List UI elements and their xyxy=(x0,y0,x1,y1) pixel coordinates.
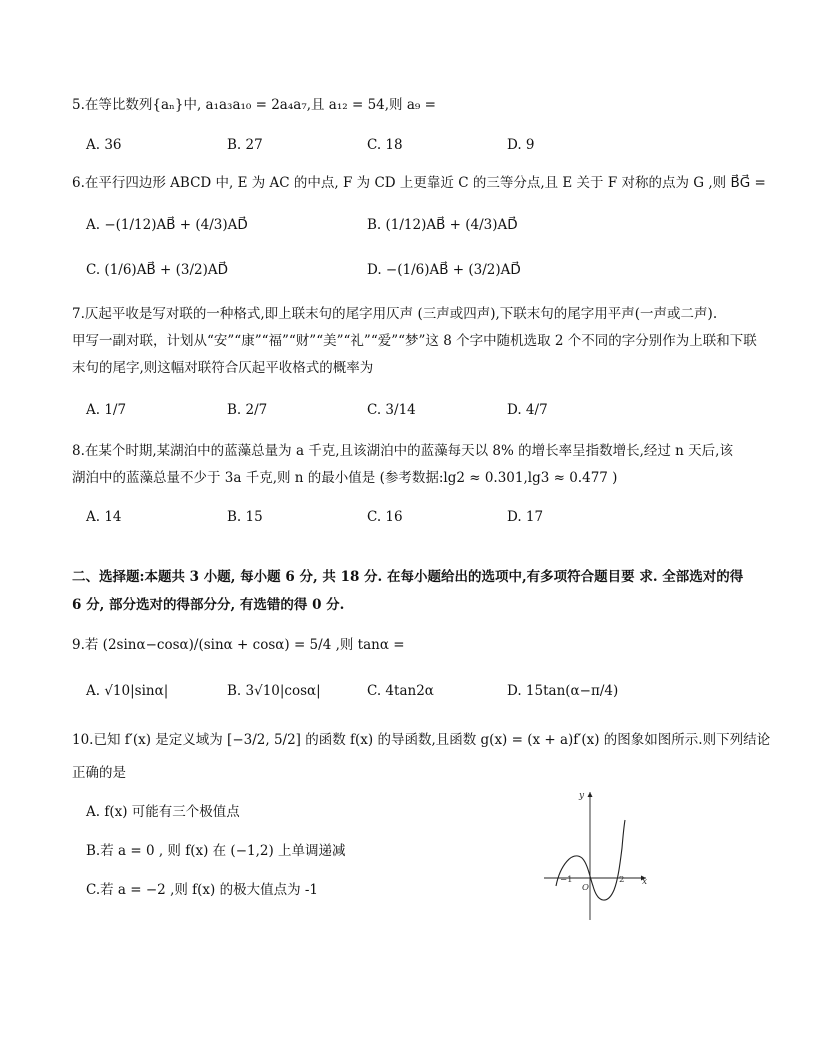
q6-option-c: C. (1/6)AB⃗ + (3/2)AD⃗ xyxy=(86,262,229,278)
q10-option-c: C.若 a = −2 ,则 f(x) 的极大值点为 -1 xyxy=(86,882,319,898)
y-axis-arrow-icon xyxy=(588,792,593,797)
q5-option-d: D. 9 xyxy=(507,137,535,153)
x-axis-label: x xyxy=(642,877,648,887)
q9-option-d: D. 15tan(α−π/4) xyxy=(507,683,619,699)
q7-line-1: 7.仄起平收是写对联的一种格式,即上联末句的尾字用仄声 (三声或四声),下联末句的尾字用平声(一声或二声). xyxy=(72,306,718,322)
section-2-heading-line-1: 二、选择题:本题共 3 小题, 每小题 6 分, 共 18 分. 在每小题给出的选项中,有多项符合题目要 求. 全部选对的得 xyxy=(72,569,744,585)
q7-option-a: A. 1/7 xyxy=(86,402,127,418)
q7-option-d: D. 4/7 xyxy=(507,402,548,418)
q8-option-d: D. 17 xyxy=(507,509,544,525)
q10-line-1: 10.已知 f′(x) 是定义域为 [−3/2, 5/2] 的函数 f(x) 的导函数,且函数 g(x) = (x + a)f′(x) 的图象如图所示.则下列结论 xyxy=(72,732,771,748)
function-graph-svg xyxy=(538,786,656,922)
q9-stem: 9.若 (2sinα−cosα)/(sinα + cosα) = 5/4 ,则 tanα = xyxy=(72,637,405,653)
q10-line-2: 正确的是 xyxy=(72,765,126,781)
function-graph xyxy=(538,786,656,922)
q9-option-a: A. √10|sinα| xyxy=(86,683,169,699)
q6-option-b: B. (1/12)AB⃗ + (4/3)AD⃗ xyxy=(367,217,518,233)
q5-option-a: A. 36 xyxy=(86,137,122,153)
q9-option-b: B. 3√10|cosα| xyxy=(227,683,321,699)
q8-option-b: B. 15 xyxy=(227,509,263,525)
q5-option-b: B. 27 xyxy=(227,137,263,153)
q8-option-c: C. 16 xyxy=(367,509,403,525)
tick-label-neg1: −1 xyxy=(560,875,573,885)
q5-option-c: C. 18 xyxy=(367,137,403,153)
q6-stem: 6.在平行四边形 ABCD 中, E 为 AC 的中点, F 为 CD 上更靠近 C 的三等分点,且 E 关于 F 对称的点为 G ,则 B⃗G⃗ = xyxy=(72,175,766,191)
q7-option-b: B. 2/7 xyxy=(227,402,268,418)
q6-option-a: A. −(1/12)AB⃗ + (4/3)AD⃗ xyxy=(86,217,248,233)
g-curve xyxy=(556,820,625,900)
y-axis-label: y xyxy=(579,791,585,801)
q9-option-c: C. 4tan2α xyxy=(367,683,434,699)
q7-line-3: 末句的尾字,则这幅对联符合仄起平收格式的概率为 xyxy=(72,360,374,376)
origin-label: O xyxy=(582,883,589,893)
q10-option-a: A. f(x) 可能有三个极值点 xyxy=(86,804,240,820)
q7-option-c: C. 3/14 xyxy=(367,402,416,418)
tick-label-2: 2 xyxy=(619,875,625,885)
section-2-heading-line-2: 6 分, 部分选对的得部分分, 有选错的得 0 分. xyxy=(72,597,345,613)
q5-stem: 5.在等比数列{aₙ}中, a₁a₃a₁₀ = 2a₄a₇,且 a₁₂ = 54,则 a₉ = xyxy=(72,97,436,113)
q7-line-2: 甲写一副对联，计划从“安”“康”“福”“财”“美”“礼”“爱”“梦”这 8 个字中随机选取 2 个不同的字分别作为上联和下联 xyxy=(72,333,757,349)
q10-option-b: B.若 a = 0 , 则 f(x) 在 (−1,2) 上单调递减 xyxy=(86,843,346,859)
q8-option-a: A. 14 xyxy=(86,509,122,525)
q8-line-1: 8.在某个时期,某湖泊中的蓝藻总量为 a 千克,且该湖泊中的蓝藻每天以 8% 的增长率呈指数增长,经过 n 天后,该 xyxy=(72,443,733,459)
q8-line-2: 湖泊中的蓝藻总量不少于 3a 千克,则 n 的最小值是 (参考数据:lg2 ≈ 0.301,lg3 ≈ 0.477 ) xyxy=(72,470,618,486)
q6-option-d: D. −(1/6)AB⃗ + (3/2)AD⃗ xyxy=(367,262,521,278)
